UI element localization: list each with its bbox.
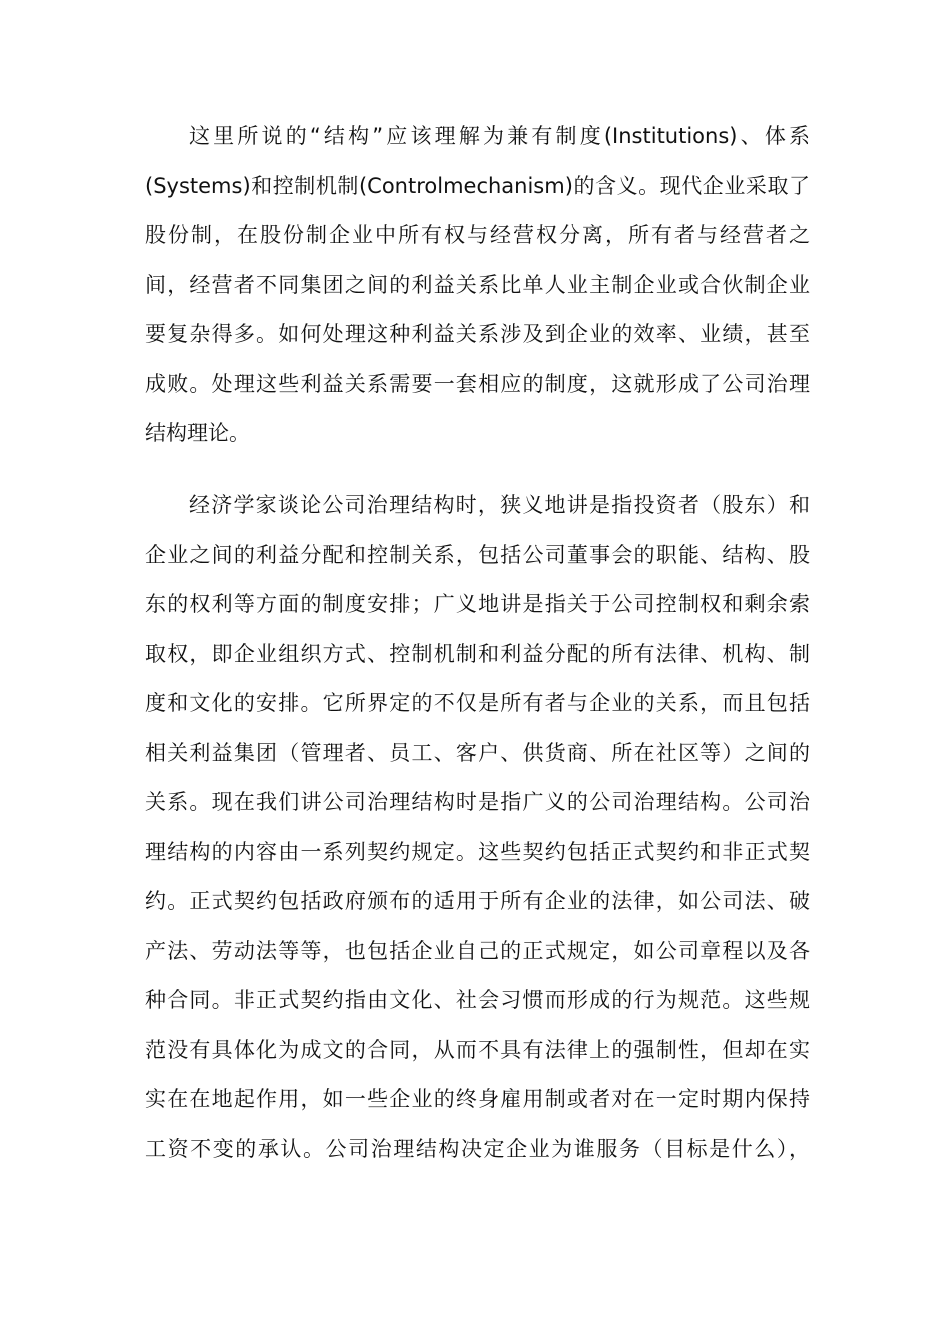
text-line: 理结构的内容由一系列契约规定。这些契约包括正式契约和非正式契 [145, 840, 810, 864]
text-line: 结构理论。 [145, 421, 250, 445]
text-line: 关系。现在我们讲公司治理结构时是指广义的公司治理结构。公司治 [145, 790, 810, 814]
text-line: 企业之间的利益分配和控制关系，包括公司董事会的职能、结构、股 [145, 543, 810, 567]
text-line: 范没有具体化为成文的合同，从而不具有法律上的强制性，但却在实 [145, 1038, 810, 1062]
text-line: 度和文化的安排。它所界定的不仅是所有者与企业的关系，而且包括 [145, 691, 810, 715]
text-line: 种合同。非正式契约指由文化、社会习惯而形成的行为规范。这些规 [145, 988, 810, 1012]
text-line: 实在在地起作用，如一些企业的终身雇用制或者对在一定时期内保持 [145, 1087, 810, 1111]
text-line: 取权，即企业组织方式、控制机制和利益分配的所有法律、机构、制 [145, 642, 810, 666]
text-line: 产法、劳动法等等，也包括企业自己的正式规定，如公司章程以及各 [145, 939, 810, 963]
text-line: 工资不变的承认。公司治理结构决定企业为谁服务（目标是什么）， [145, 1137, 810, 1161]
text-line: 成败。处理这些利益关系需要一套相应的制度，这就形成了公司治理 [145, 372, 810, 396]
text-line: 相关利益集团（管理者、员工、客户、供货商、所在社区等）之间的 [145, 741, 810, 765]
text-line: 股份制，在股份制企业中所有权与经营权分离，所有者与经营者之 [145, 223, 810, 247]
text-line: 约。正式契约包括政府颁布的适用于所有企业的法律，如公司法、破 [145, 889, 810, 913]
text-line: 东的权利等方面的制度安排；广义地讲是指关于公司控制权和剩余索 [145, 592, 810, 616]
text-line: (Systems)和控制机制(Controlmechanism)的含义。现代企业采取了 [145, 174, 810, 198]
text-line: 这里所说的“结构”应该理解为兼有制度(Institutions)、体系 [189, 124, 810, 148]
text-line: 要复杂得多。如何处理这种利益关系涉及到企业的效率、业绩，甚至 [145, 322, 810, 346]
text-line: 经济学家谈论公司治理结构时，狭义地讲是指投资者（股东）和 [189, 493, 810, 517]
text-line: 间，经营者不同集团之间的利益关系比单人业主制企业或合伙制企业 [145, 273, 810, 297]
